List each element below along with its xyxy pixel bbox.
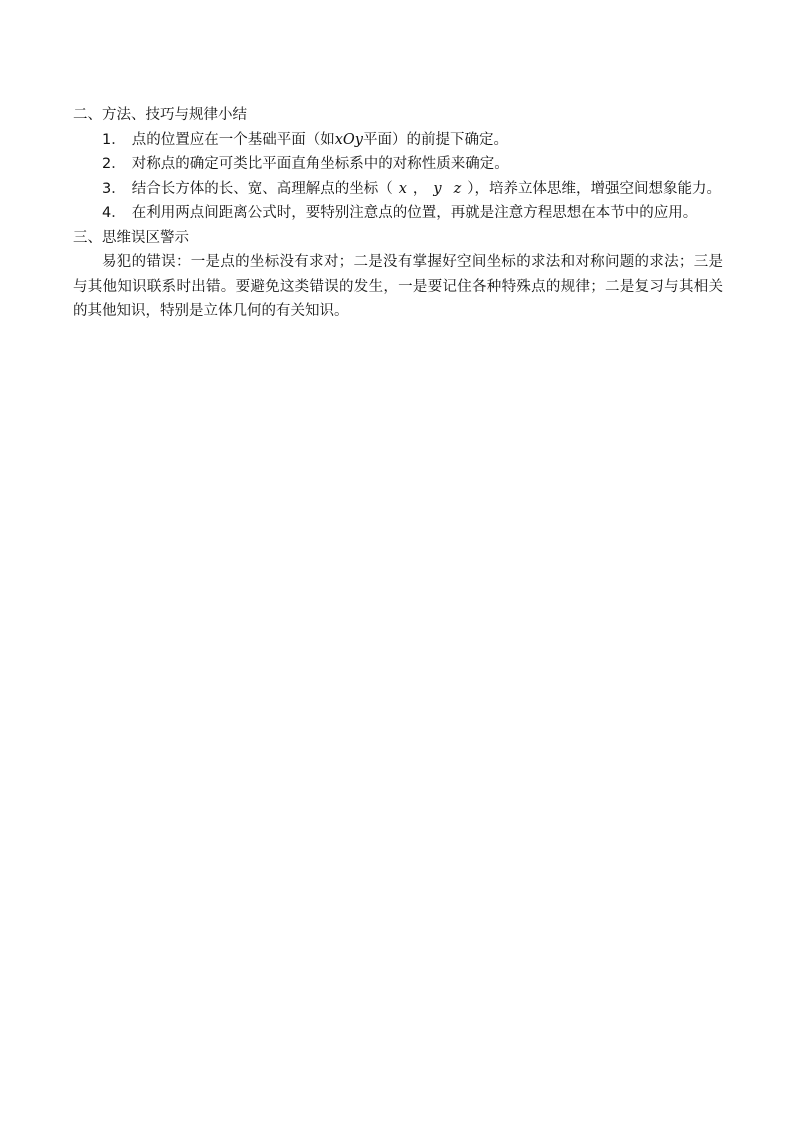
summary-item-1 [73,128,723,153]
item-text-before: 结合长方体的长、宽、高理解点的坐标（ [131,180,393,197]
item-number: 1． [102,131,126,148]
section-heading-pitfalls: 三、思维误区警示 [73,229,189,246]
coord-z: z [453,180,462,197]
item-number: 2． [102,156,126,172]
section-heading-methods: 二、方法、技巧与规律小结 [73,107,247,123]
coord-x: x [398,180,407,197]
item-number: 4． [102,205,126,221]
item-text-before: 点的位置应在一个基础平面（如 [131,131,335,148]
item-text-after: 平面）的前提下确定。 [363,131,508,148]
coord-y: y [433,180,442,197]
summary-item-3 [73,177,723,202]
item-text: 对称点的确定可类比平面直角坐标系中的对称性质来确定。 [131,156,509,172]
document-body [73,103,723,324]
summary-item-2 [73,152,723,177]
item-number: 3． [102,180,126,197]
coordinate-tuple [393,181,468,197]
plane-symbol: xOy [334,131,363,148]
item-text: 在利用两点间距离公式时，要特别注意点的位置，再就是注意方程思想在本节中的应用。 [131,205,698,221]
summary-item-4 [73,201,723,226]
pitfalls-paragraph: 易犯的错误：一是点的坐标没有求对；二是没有掌握好空间坐标的求法和对称问题的求法；三是与其他知识联系时出错。要避免这类错误的发生，一是要记住各种特殊点的规律；二是复习与其相关的其他知识，特别是立体几何的有关知识。 [73,254,723,319]
coord-comma: ， [412,180,428,197]
item-text-after: ），培养立体思维，增强空间想象能力。 [467,180,722,197]
